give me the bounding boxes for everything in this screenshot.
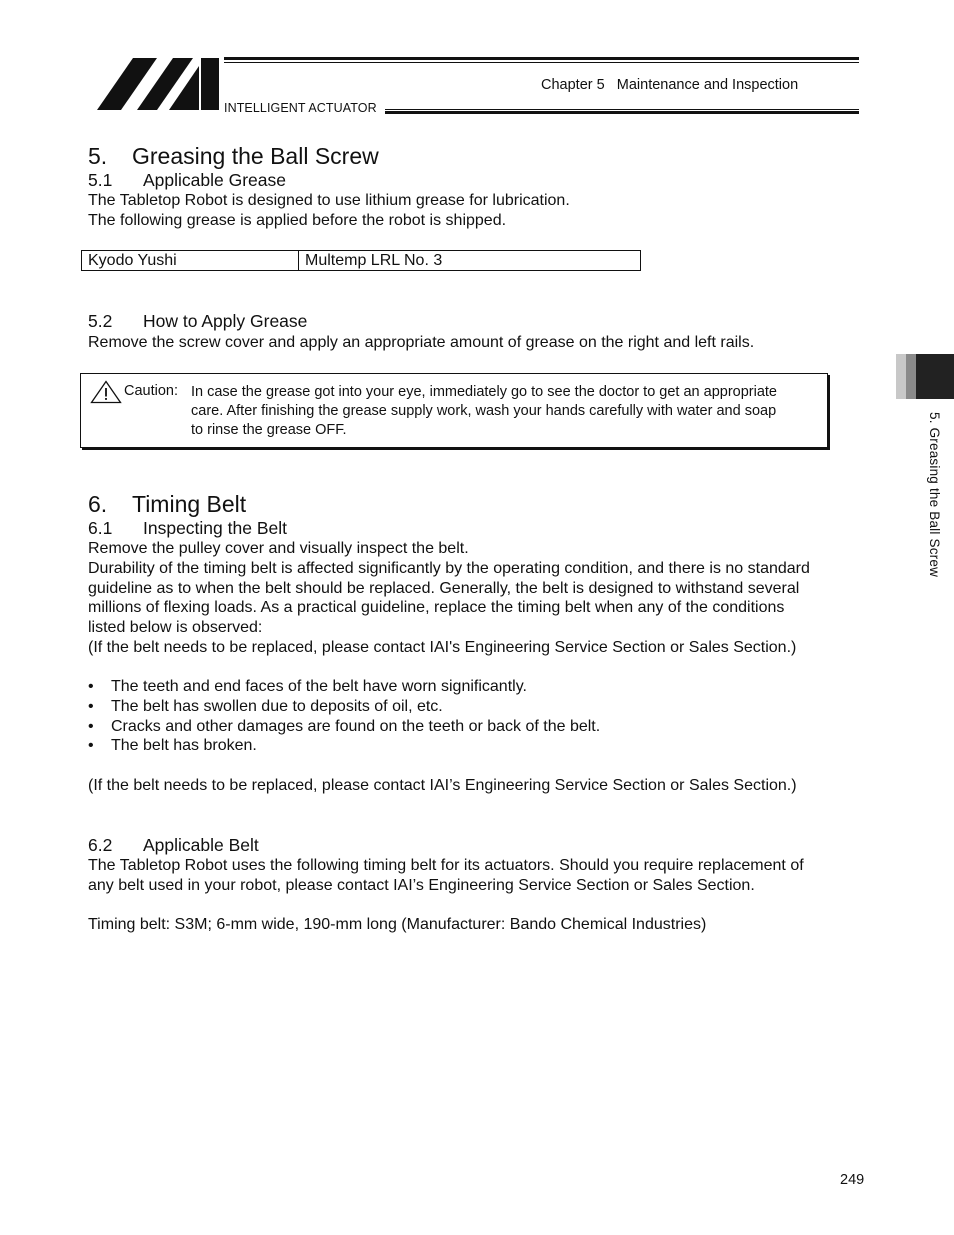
text-line: In case the grease got into your eye, immediately go to see the doctor to get an appropriate <box>191 384 777 400</box>
list-item <box>88 677 600 697</box>
text-line: Durability of the timing belt is affected significantly by the operating condition, and there is no standard <box>88 559 810 577</box>
bullet: • <box>88 697 94 715</box>
subsection-6-1-heading <box>88 518 287 539</box>
table-row <box>82 251 641 271</box>
subsection-number: 6.2 <box>88 835 113 855</box>
side-tab-marker <box>916 354 954 399</box>
chapter-heading: Chapter 5 Maintenance and Inspection <box>541 77 799 93</box>
header-rule-lower <box>385 111 859 114</box>
logo-caption: INTELLIGENT ACTUATOR <box>224 101 377 115</box>
text-line: to rinse the grease OFF. <box>191 422 347 438</box>
side-tab-marker <box>906 354 916 399</box>
text-line: any belt used in your robot, please contact IAI’s Engineering Service Section or Sales Section. <box>88 876 755 894</box>
subsection-title: Inspecting the Belt <box>143 518 287 538</box>
text-line: Remove the screw cover and apply an appropriate amount of grease on the right and left rails. <box>88 334 755 351</box>
text-line: guideline as to when the belt should be replaced. Generally, the belt is designed to withstand several <box>88 579 800 597</box>
text-line: listed below is observed: <box>88 619 263 637</box>
bullet: • <box>88 678 94 695</box>
iai-logo <box>97 58 219 110</box>
list-item <box>88 736 600 756</box>
text-line: The Tabletop Robot uses the following timing belt for its actuators. Should you require replacement of <box>88 857 804 874</box>
section-title: Timing Belt <box>132 491 247 517</box>
grease-product-cell: Multemp LRL No. 3 <box>299 251 641 271</box>
text-line: (If the belt needs to be replaced, please contact IAI’s Engineering Service Section or Sales Section.) <box>88 777 797 794</box>
condition-list <box>88 677 600 756</box>
list-item-text: Cracks and other damages are found on the teeth or back of the belt. <box>111 717 601 735</box>
warning-triangle-icon <box>90 380 122 404</box>
section-number: 5. <box>88 143 108 169</box>
text-line: The following grease is applied before the robot is shipped. <box>88 211 507 229</box>
paragraph <box>88 191 570 231</box>
subsection-5-1-heading <box>88 170 286 191</box>
list-item-text: The teeth and end faces of the belt have worn significantly. <box>111 678 527 695</box>
subsection-5-2-heading <box>88 311 307 332</box>
list-item-text: The belt has swollen due to deposits of oil, etc. <box>111 697 443 715</box>
header-rule-lower-thin <box>385 109 859 110</box>
grease-table <box>81 250 641 271</box>
text-line: Remove the pulley cover and visually inspect the belt. <box>88 540 469 557</box>
paragraph <box>88 539 878 658</box>
text-line: care. After finishing the grease supply work, wash your hands carefully with water and soap <box>191 403 777 419</box>
subsection-6-2-heading <box>88 835 259 856</box>
grease-manufacturer-cell: Kyodo Yushi <box>82 251 299 271</box>
paragraph <box>88 856 878 896</box>
subsection-title: Applicable Grease <box>143 170 286 190</box>
subsection-title: How to Apply Grease <box>143 311 308 331</box>
subsection-number: 5.2 <box>88 311 113 331</box>
header-rule <box>224 57 859 60</box>
bullet: • <box>88 737 94 755</box>
list-item <box>88 697 600 717</box>
side-tab-label: 5. Greasing the Ball Screw <box>927 412 942 578</box>
caution-text <box>191 383 826 440</box>
section-number: 6. <box>88 491 108 517</box>
subsection-title: Applicable Belt <box>143 835 259 855</box>
side-tab-marker <box>896 354 906 399</box>
subsection-number: 5.1 <box>88 170 113 190</box>
page-number: 249 <box>840 1172 865 1188</box>
text-line: millions of flexing loads. As a practical guideline, replace the timing belt when any of the conditions <box>88 599 785 617</box>
text-line: (If the belt needs to be replaced, please contact IAI's Engineering Service Section or Sales Section.) <box>88 638 797 656</box>
section-6-heading <box>88 491 246 518</box>
list-item <box>88 717 600 737</box>
section-title: Greasing the Ball Screw <box>132 143 379 169</box>
list-item-text: The belt has broken. <box>111 737 257 755</box>
timing-belt-spec: Timing belt: S3M; 6-mm wide, 190-mm long (Manufacturer: Bando Chemical Industries) <box>88 916 707 933</box>
section-5-heading <box>88 143 379 170</box>
bullet: • <box>88 717 94 735</box>
text-line: The Tabletop Robot is designed to use lithium grease for lubrication. <box>88 192 570 209</box>
subsection-number: 6.1 <box>88 518 113 538</box>
caution-label: Caution: <box>124 383 179 399</box>
header-rule-thin <box>224 62 859 63</box>
